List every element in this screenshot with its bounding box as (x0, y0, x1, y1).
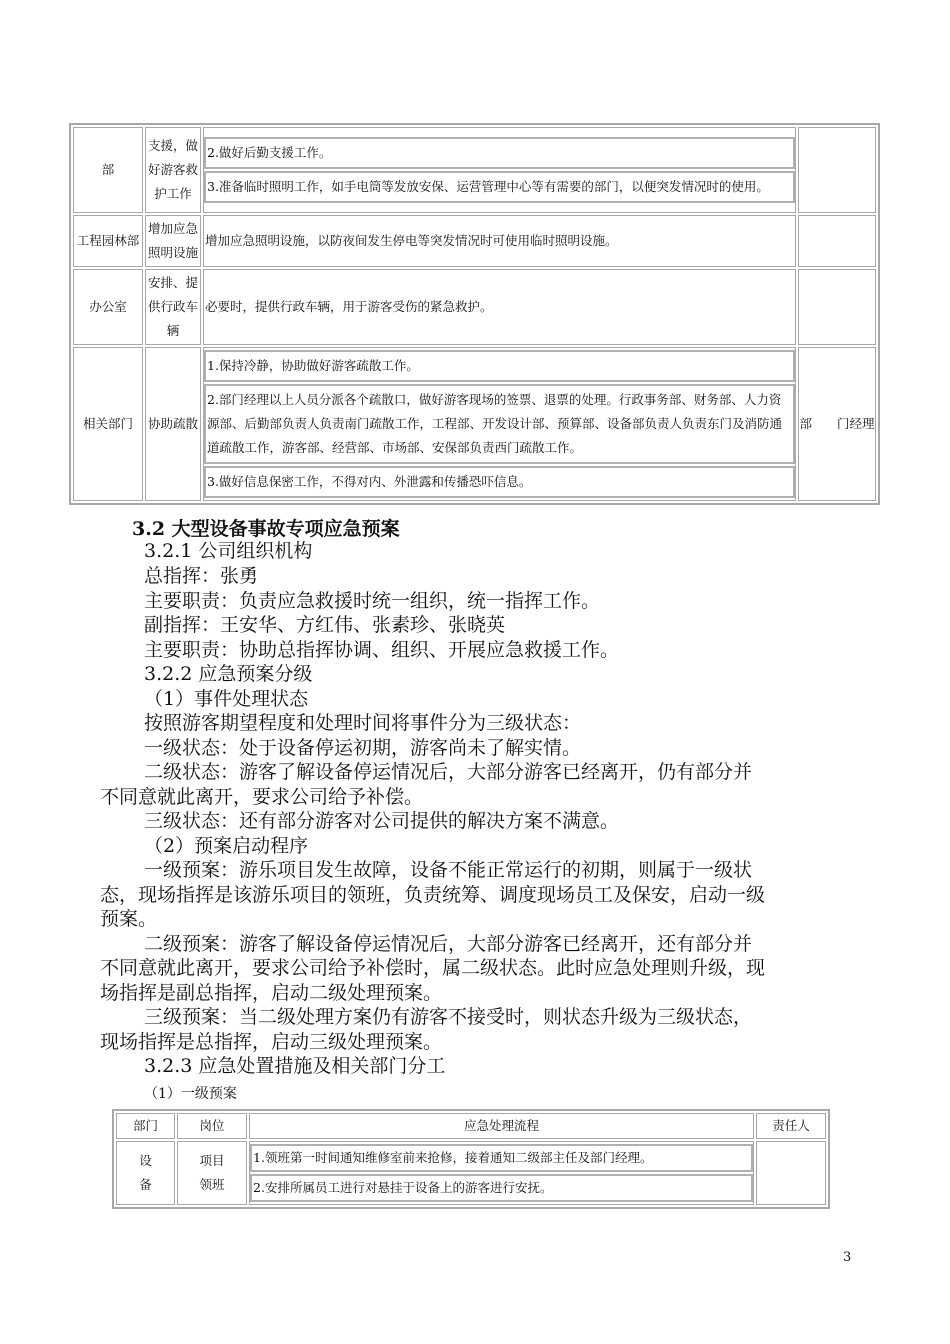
paragraph-line: 场指挥是副总指挥，启动二级处理预案。 (100, 982, 443, 1004)
paragraph-line: 态，现场指挥是该游乐项目的领班，负责统筹、调度现场员工及保安，启动一级 (100, 884, 766, 906)
dept-cell: 办公室 (73, 269, 143, 345)
procedure-step: 3.准备临时照明工作，如手电筒等发放安保、运营管理中心等有需要的部门，以便突发情况时的使用。 (204, 171, 795, 203)
page-number: 3 (843, 1250, 852, 1265)
subheading-323: 3.2.3 应急处置措施及相关部门分工 (144, 1055, 446, 1077)
owner-cell (798, 269, 876, 345)
emergency-duty-table (69, 123, 880, 505)
dept-cell: 相关部门 (73, 347, 143, 501)
table-row (73, 269, 876, 345)
paragraph-line: 预案。 (100, 908, 158, 930)
owner-cell (798, 215, 876, 267)
section-heading: 3.2 大型设备事故专项应急预案 (132, 518, 400, 540)
procedure-step: 2.部门经理以上人员分派各个疏散口，做好游客现场的签票、退票的处理。行政事务部、财务部、人力资源部、后勤部负责人负责南门疏散工作，工程部、开发设计部、预算部、设备部负责人负责东门及消防通道疏散工作，游客部、经营部、市场部、安保部负责西门疏散工作。 (204, 384, 795, 464)
paragraph: （2）预案启动程序 (144, 835, 309, 857)
procedure-cell (203, 215, 796, 267)
procedure-step: 增加应急照明设施，以防夜间发生停电等突发情况时可使用临时照明设施。 (205, 233, 618, 248)
post-cell: 支援，做好游客救护工作 (145, 127, 201, 213)
procedure-cell (203, 127, 796, 213)
paragraph: 一级状态：处于设备停运初期，游客尚未了解实情。 (144, 737, 582, 759)
procedure-step: 3.做好信息保密工作，不得对内、外泄露和传播恐吓信息。 (204, 466, 795, 498)
column-header: 应急处理流程 (249, 1113, 754, 1139)
owner-cell: 部 门经理 (798, 347, 876, 501)
column-header: 责任人 (756, 1113, 826, 1139)
procedure-step: 2.安排所属员工进行对悬挂于设备上的游客进行安抚。 (250, 1174, 753, 1202)
paragraph-line: 不同意就此离开，要求公司给予补偿时，属二级状态。此时应急处理则升级，现 (100, 957, 766, 979)
table-row (116, 1141, 826, 1205)
post-cell: 协助疏散 (145, 347, 201, 501)
paragraph-line: 二级预案：游客了解设备停运情况后，大部分游客已经离开，还有部分并 (144, 933, 753, 955)
dept-cell: 工程园林部 (73, 215, 143, 267)
paragraph-line: 三级预案：当二级处理方案仍有游客不接受时，则状态升级为三级状态， (144, 1006, 753, 1028)
subheading-321: 3.2.1 公司组织机构 (144, 540, 313, 562)
procedure-step: 1.保持冷静，协助做好游客疏散工作。 (204, 350, 795, 382)
subheading-322: 3.2.2 应急预案分级 (144, 663, 313, 685)
paragraph: 按照游客期望程度和处理时间将事件分为三级状态： (144, 712, 582, 734)
paragraph: 主要职责：协助总指挥协调、组织、开展应急救援工作。 (144, 639, 620, 661)
table-row (73, 127, 876, 213)
paragraph: （1）事件处理状态 (144, 688, 309, 710)
post-cell: 项目领班 (177, 1141, 247, 1205)
owner-cell (798, 127, 876, 213)
table-row (73, 215, 876, 267)
owner-cell (756, 1141, 826, 1205)
post-cell: 安排、提供行政车辆 (145, 269, 201, 345)
post-cell: 增加应急照明设施 (145, 215, 201, 267)
procedure-cell (203, 269, 796, 345)
column-header: 部门 (116, 1113, 175, 1139)
table-caption: （1）一级预案 (144, 1086, 237, 1102)
paragraph: 总指挥：张勇 (144, 565, 259, 587)
dept-cell: 部 (73, 127, 143, 213)
paragraph: 三级状态：还有部分游客对公司提供的解决方案不满意。 (144, 810, 620, 832)
table-row (73, 347, 876, 501)
paragraph: 副指挥：王安华、方红伟、张素珍、张晓英 (144, 614, 506, 636)
paragraph: 主要职责：负责应急救援时统一组织，统一指挥工作。 (144, 590, 601, 612)
paragraph-line: 现场指挥是总指挥，启动三级处理预案。 (100, 1031, 443, 1053)
procedure-cell (203, 347, 796, 501)
procedure-cell (249, 1141, 754, 1205)
paragraph-line: 二级状态：游客了解设备停运情况后，大部分游客已经离开，仍有部分并 (144, 761, 753, 783)
column-header: 岗位 (177, 1113, 247, 1139)
procedure-step: 2.做好后勤支援工作。 (204, 137, 795, 169)
dept-cell: 设 备 (116, 1141, 175, 1205)
paragraph-line: 不同意就此离开，要求公司给予补偿。 (100, 786, 424, 808)
paragraph-line: 一级预案：游乐项目发生故障，设备不能正常运行的初期，则属于一级状 (144, 859, 753, 881)
level1-plan-table (112, 1109, 830, 1209)
procedure-step: 1.领班第一时间通知维修室前来抢修，接着通知二级部主任及部门经理。 (250, 1144, 753, 1172)
procedure-step: 必要时，提供行政车辆，用于游客受伤的紧急救护。 (205, 299, 493, 314)
table-header-row (116, 1113, 826, 1139)
